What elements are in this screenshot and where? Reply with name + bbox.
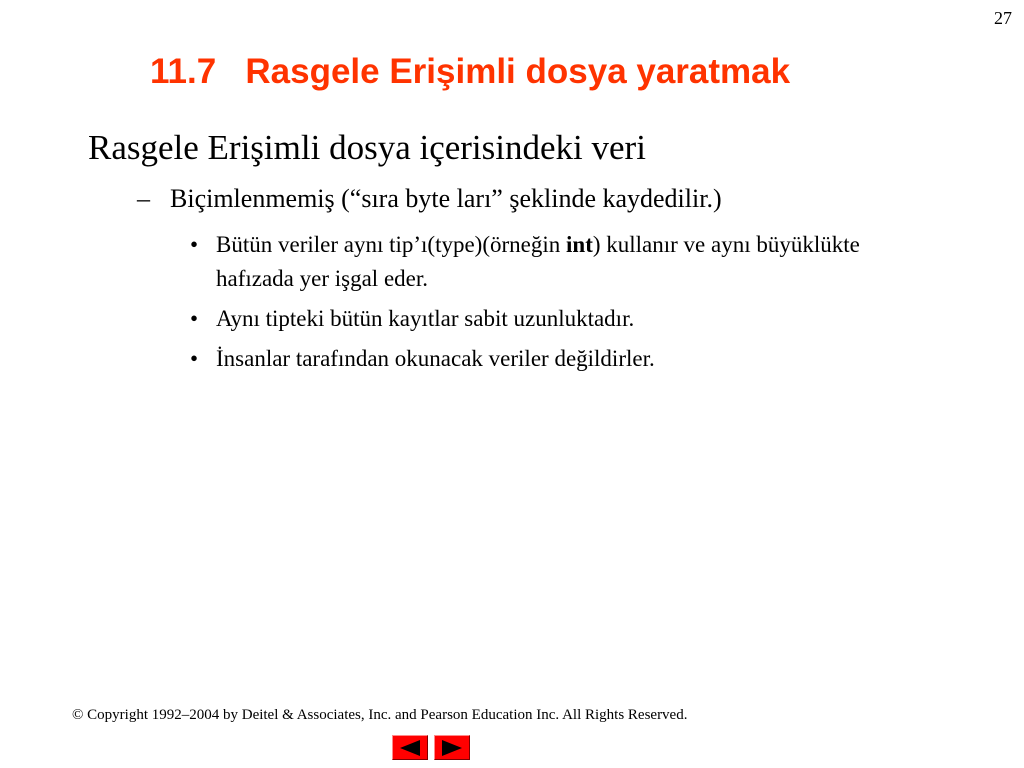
previous-slide-button[interactable] [392,735,428,760]
bullet-text: Aynı tipteki bütün kayıtlar sabit uzunluktadır. [216,306,635,331]
slide-number: 27 [994,8,1012,28]
list-item [190,342,910,376]
left-arrow-icon [398,739,422,757]
dash-marker: – [137,184,150,213]
bullet-marker: • [190,346,199,371]
slide-navigation [392,735,470,760]
bullet-text: İnsanlar tarafından okunacak veriler değildirler. [216,346,655,371]
list-item [190,228,910,296]
bullet-marker: • [190,232,199,257]
right-arrow-icon [440,739,464,757]
bullet-list [190,228,910,382]
bullet-marker: • [190,306,199,331]
bullet-text-after: ) kullanır ve aynı büyüklükte hafızada yer işgal eder. [216,232,860,291]
main-point: Rasgele Erişimli dosya içerisindeki veri [88,128,646,167]
bullet-code-keyword: int [566,232,593,257]
slide-title: 11.7 Rasgele Erişimli dosya yaratmak [150,52,791,91]
sub-point [137,184,722,214]
sub-point-text: Biçimlenmemiş (“sıra byte ları” şeklinde kaydedilir.) [170,184,722,213]
next-slide-button[interactable] [434,735,470,760]
list-item [190,302,910,336]
copyright-notice: © Copyright 1992–2004 by Deitel & Associates, Inc. and Pearson Education Inc. All Rights Reserved. [72,707,688,723]
bullet-text-before: Bütün veriler aynı tip’ı(type)(örneğin [216,232,567,257]
